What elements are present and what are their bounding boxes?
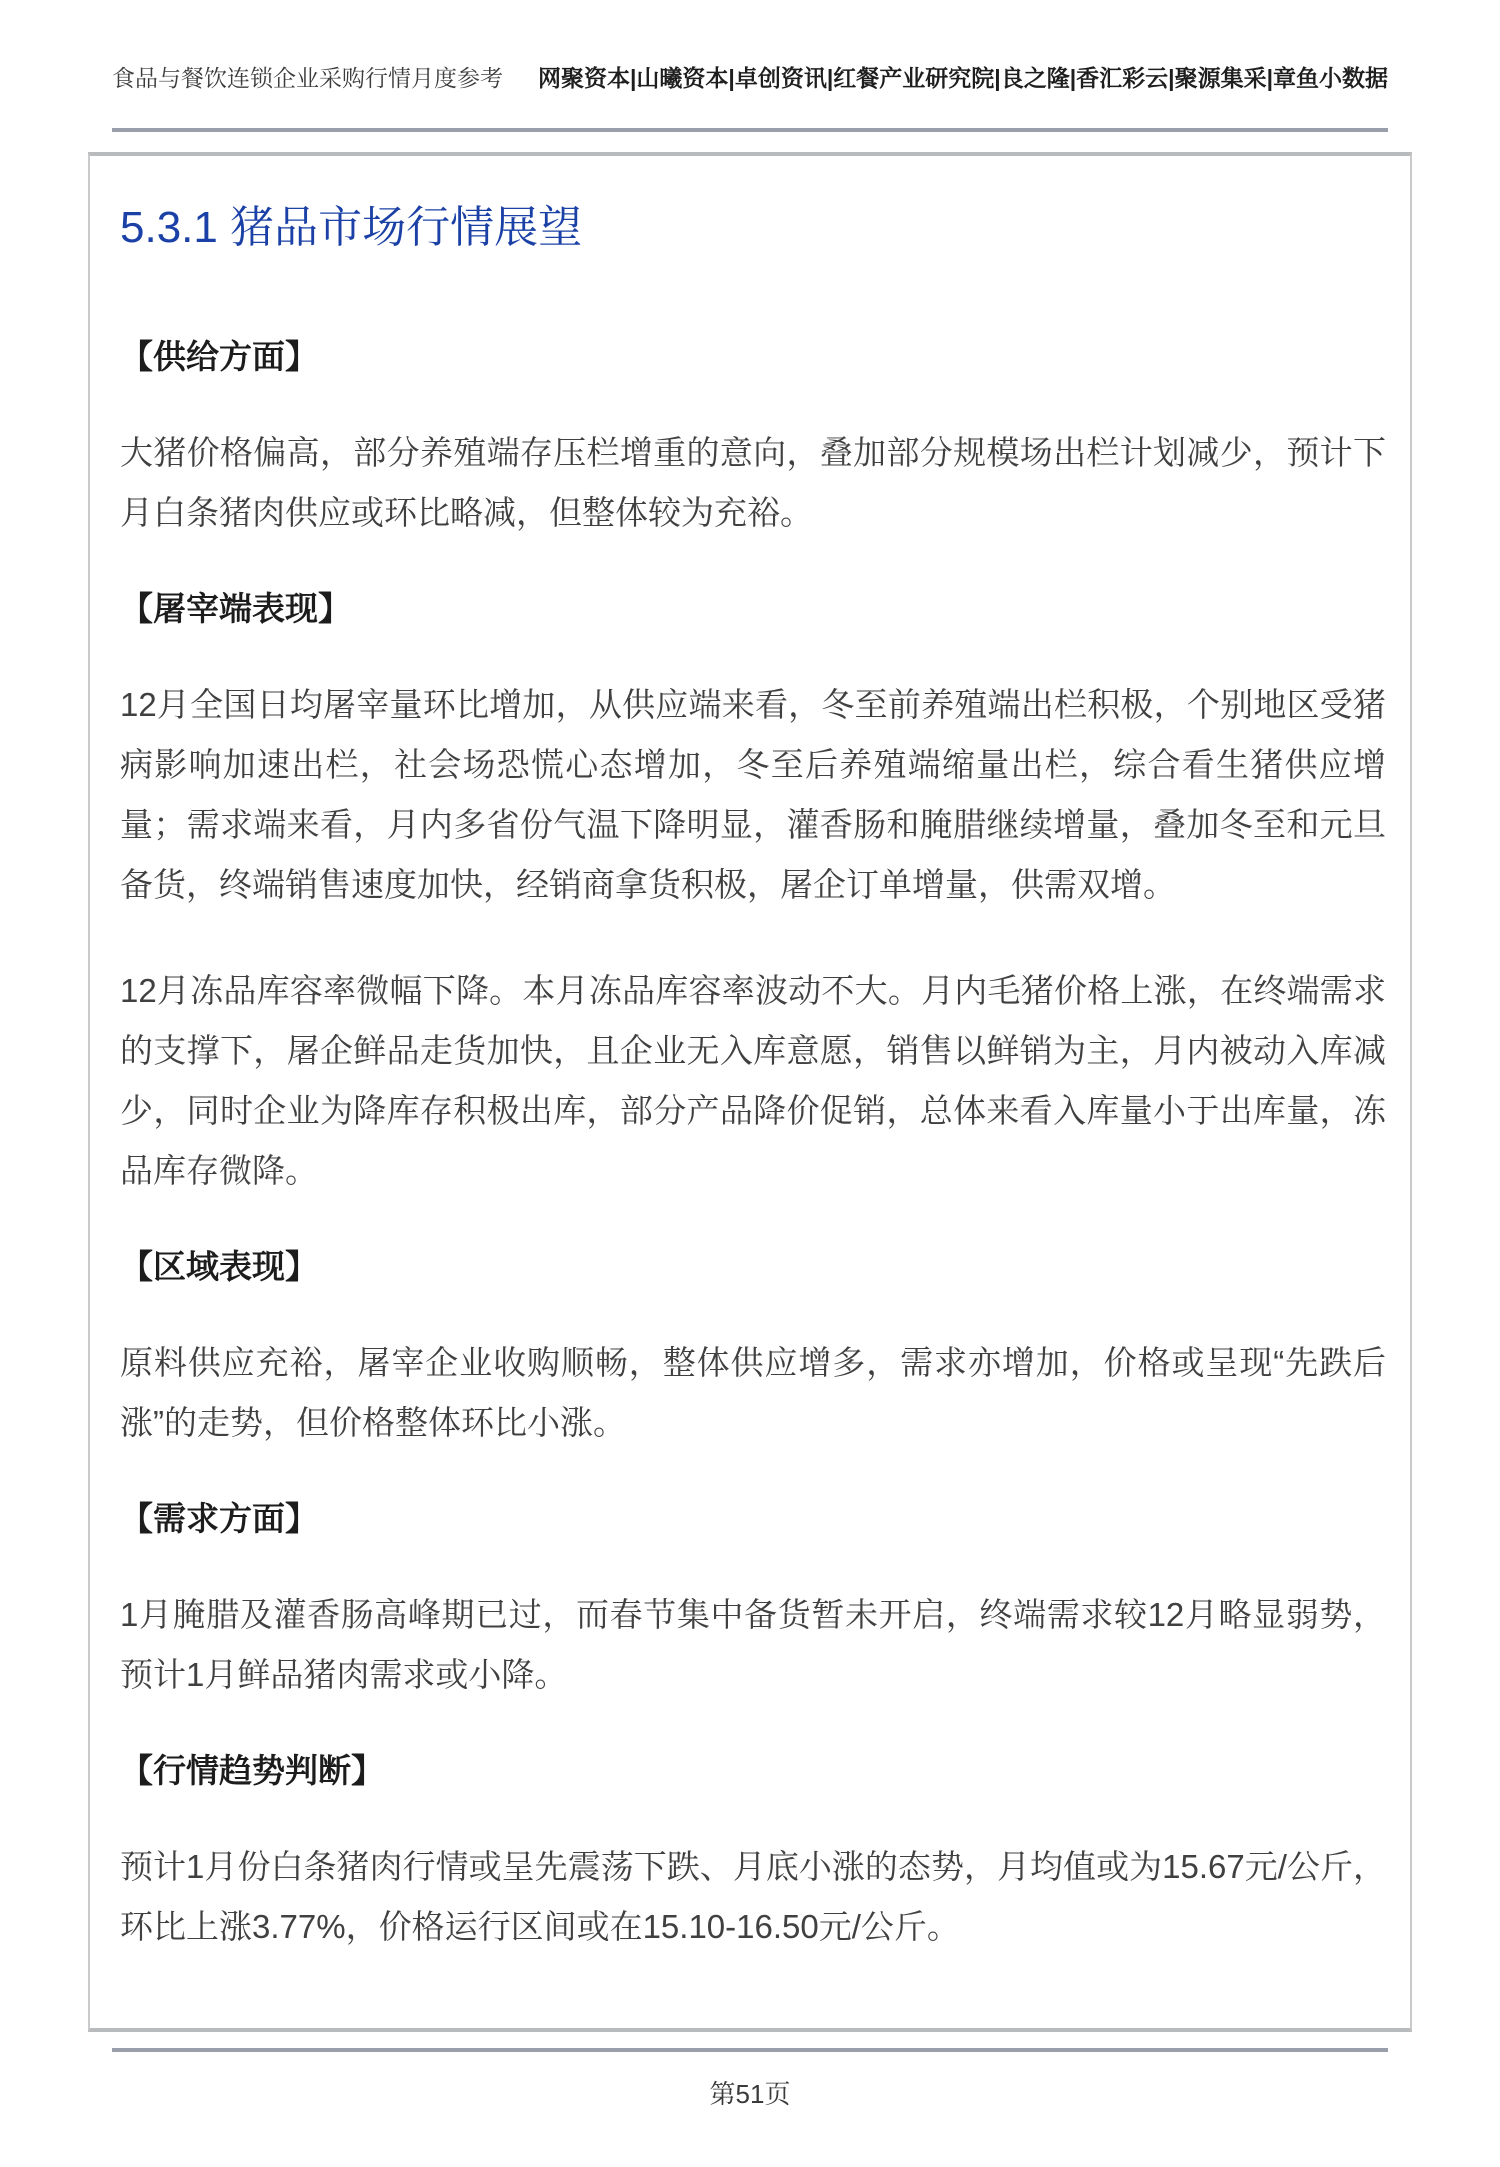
section-supply (120, 337, 1386, 543)
page-header (112, 62, 1388, 94)
section-trend (120, 1751, 1386, 1957)
section-demand (120, 1499, 1386, 1705)
section-heading-region: 【区域表现】 (120, 1248, 318, 1286)
section-region (120, 1247, 1386, 1453)
paragraph: 12月冻品库容率微幅下降。本月冻品库容率波动不大。月内毛猪价格上涨，在终端需求的支撑下，屠企鲜品走货加快，且企业无入库意愿，销售以鲜销为主，月内被动入库减少，同时企业为降库存积极出库，部分产品降价促销，总体来看入库量小于出库量，冻品库存微降。 (120, 972, 1386, 1190)
paragraph: 原料供应充裕，屠宰企业收购顺畅，整体供应增多，需求亦增加，价格或呈现“先跌后涨”的走势，但价格整体环比小涨。 (120, 1344, 1386, 1442)
section-heading-trend: 【行情趋势判断】 (120, 1752, 384, 1790)
paragraph: 大猪价格偏高，部分养殖端存压栏增重的意向，叠加部分规模场出栏计划减少，预计下月白条猪肉供应或环比略减，但整体较为充裕。 (120, 434, 1386, 532)
paragraph: 12月全国日均屠宰量环比增加，从供应端来看，冬至前养殖端出栏积极，个别地区受猪病影响加速出栏，社会场恐慌心态增加，冬至后养殖端缩量出栏，综合看生猪供应增量；需求端来看，月内多省份气温下降明显，灌香肠和腌腊继续增量，叠加冬至和元旦备货，终端销售速度加快，经销商拿货积极，屠企订单增量，供需双增。 (120, 686, 1386, 904)
paragraph: 1月腌腊及灌香肠高峰期已过，而春节集中备货暂未开启，终端需求较12月略显弱势，预计1月鲜品猪肉需求或小降。 (120, 1596, 1386, 1694)
section-heading-demand: 【需求方面】 (120, 1500, 318, 1538)
header-divider (112, 128, 1388, 132)
page-title: 5.3.1 猪品市场行情展望 (120, 203, 583, 252)
header-left-text: 食品与餐饮连锁企业采购行情月度参考 (112, 65, 503, 91)
section-heading-slaughter: 【屠宰端表现】 (120, 590, 351, 628)
section-slaughter (120, 589, 1386, 1201)
section-heading-supply: 【供给方面】 (120, 338, 318, 376)
header-right-text: 网聚资本|山曦资本|卓创资讯|红餐产业研究院|良之隆|香汇彩云|聚源集采|章鱼小数据 (537, 65, 1388, 91)
page-number: 第51页 (709, 2079, 791, 2109)
content-box (88, 152, 1412, 2032)
footer-divider (112, 2048, 1388, 2052)
paragraph: 预计1月份白条猪肉行情或呈先震荡下跌、月底小涨的态势，月均值或为15.67元/公斤，环比上涨3.77%，价格运行区间或在15.10-16.50元/公斤。 (120, 1848, 1386, 1946)
